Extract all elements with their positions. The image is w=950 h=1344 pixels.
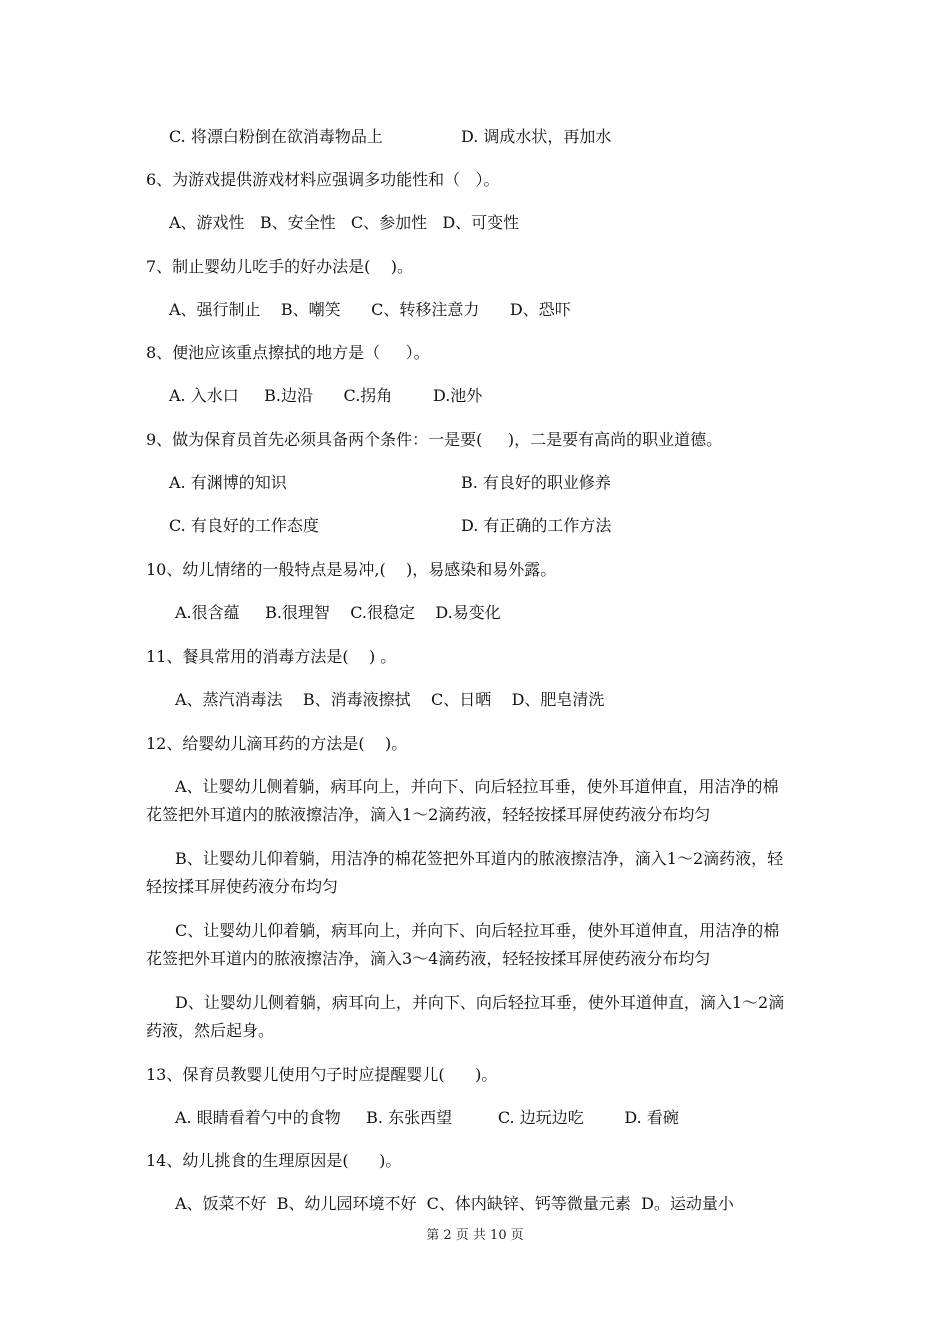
question-13: 13、保育员教婴儿使用勺子时应提醒婴儿( )。 [146,1065,498,1084]
question-11: 11、餐具常用的消毒方法是( ) 。 [146,647,397,666]
question-10: 10、幼儿情绪的一般特点是易冲,( )，易感染和易外露。 [146,560,557,579]
question-14-options: A、饭菜不好 B、幼儿园环境不好 C、体内缺锌、钙等微量元素 D。运动量小 [175,1194,734,1213]
question-12-option-a-line1: A、让婴幼儿侧着躺，病耳向上，并向下、向后轻拉耳垂，使外耳道伸直，用洁净的棉 [175,777,779,796]
question-6: 6、为游戏提供游戏材料应强调多功能性和（ ）。 [146,170,500,189]
page-number-footer: 第 2 页 共 10 页 [426,1228,524,1243]
question-12-option-d-line1: D、让婴幼儿侧着躺，病耳向上，并向下、向后轻拉耳垂，使外耳道伸直，滴入1～2滴 [175,993,785,1012]
question-12-option-d-line2: 药液，然后起身。 [146,1021,275,1040]
question-14: 14、幼儿挑食的生理原因是( )。 [146,1151,402,1170]
question-9-option-a: A. 有渊博的知识 [169,473,287,492]
question-12: 12、给婴幼儿滴耳药的方法是( )。 [146,734,408,753]
question-9-option-b: B. 有良好的职业修养 [461,473,611,492]
question-7-options: A、强行制止 B、嘲笑 C、转移注意力 D、恐吓 [169,300,571,319]
question-12-option-b-line1: B、让婴幼儿仰着躺，用洁净的棉花签把外耳道内的脓液擦洁净，滴入1～2滴药液，轻 [175,849,784,868]
question-13-options: A. 眼睛看着勺中的食物 B. 东张西望 C. 边玩边吃 D. 看碗 [175,1108,679,1127]
question-8-options: A. 入水口 B.边沿 C.拐角 D.池外 [169,386,483,405]
question-9: 9、做为保育员首先必须具备两个条件：一是要( )，二是要有高尚的职业道德。 [146,430,723,449]
question-10-options: A.很含蕴 B.很理智 C.很稳定 D.易变化 [175,603,501,622]
question-6-options: A、游戏性 B、安全性 C、参加性 D、可变性 [169,213,520,232]
question-12-option-b-line2: 轻按揉耳屏使药液分布均匀 [146,877,339,896]
question-8: 8、便池应该重点擦拭的地方是（ ）。 [146,343,430,362]
q5-option-c: C. 将漂白粉倒在欲消毒物品上 [169,127,383,146]
question-12-option-a-line2: 花签把外耳道内的脓液擦洁净，滴入1～2滴药液，轻轻按揉耳屏使药液分布均匀 [146,805,711,824]
question-9-option-c: C. 有良好的工作态度 [169,516,319,535]
question-12-option-c-line2: 花签把外耳道内的脓液擦洁净，滴入3～4滴药液，轻轻按揉耳屏使药液分布均匀 [146,949,711,968]
question-9-option-d: D. 有正确的工作方法 [461,516,612,535]
question-7: 7、制止婴幼儿吃手的好办法是( )。 [146,257,414,276]
question-11-options: A、蒸汽消毒法 B、消毒液擦拭 C、日晒 D、肥皂清洗 [175,690,605,709]
q5-option-d: D. 调成水状，再加水 [461,127,612,146]
question-12-option-c-line1: C、让婴幼儿仰着躺，病耳向上，并向下、向后轻拉耳垂，使外耳道伸直，用洁净的棉 [175,921,780,940]
